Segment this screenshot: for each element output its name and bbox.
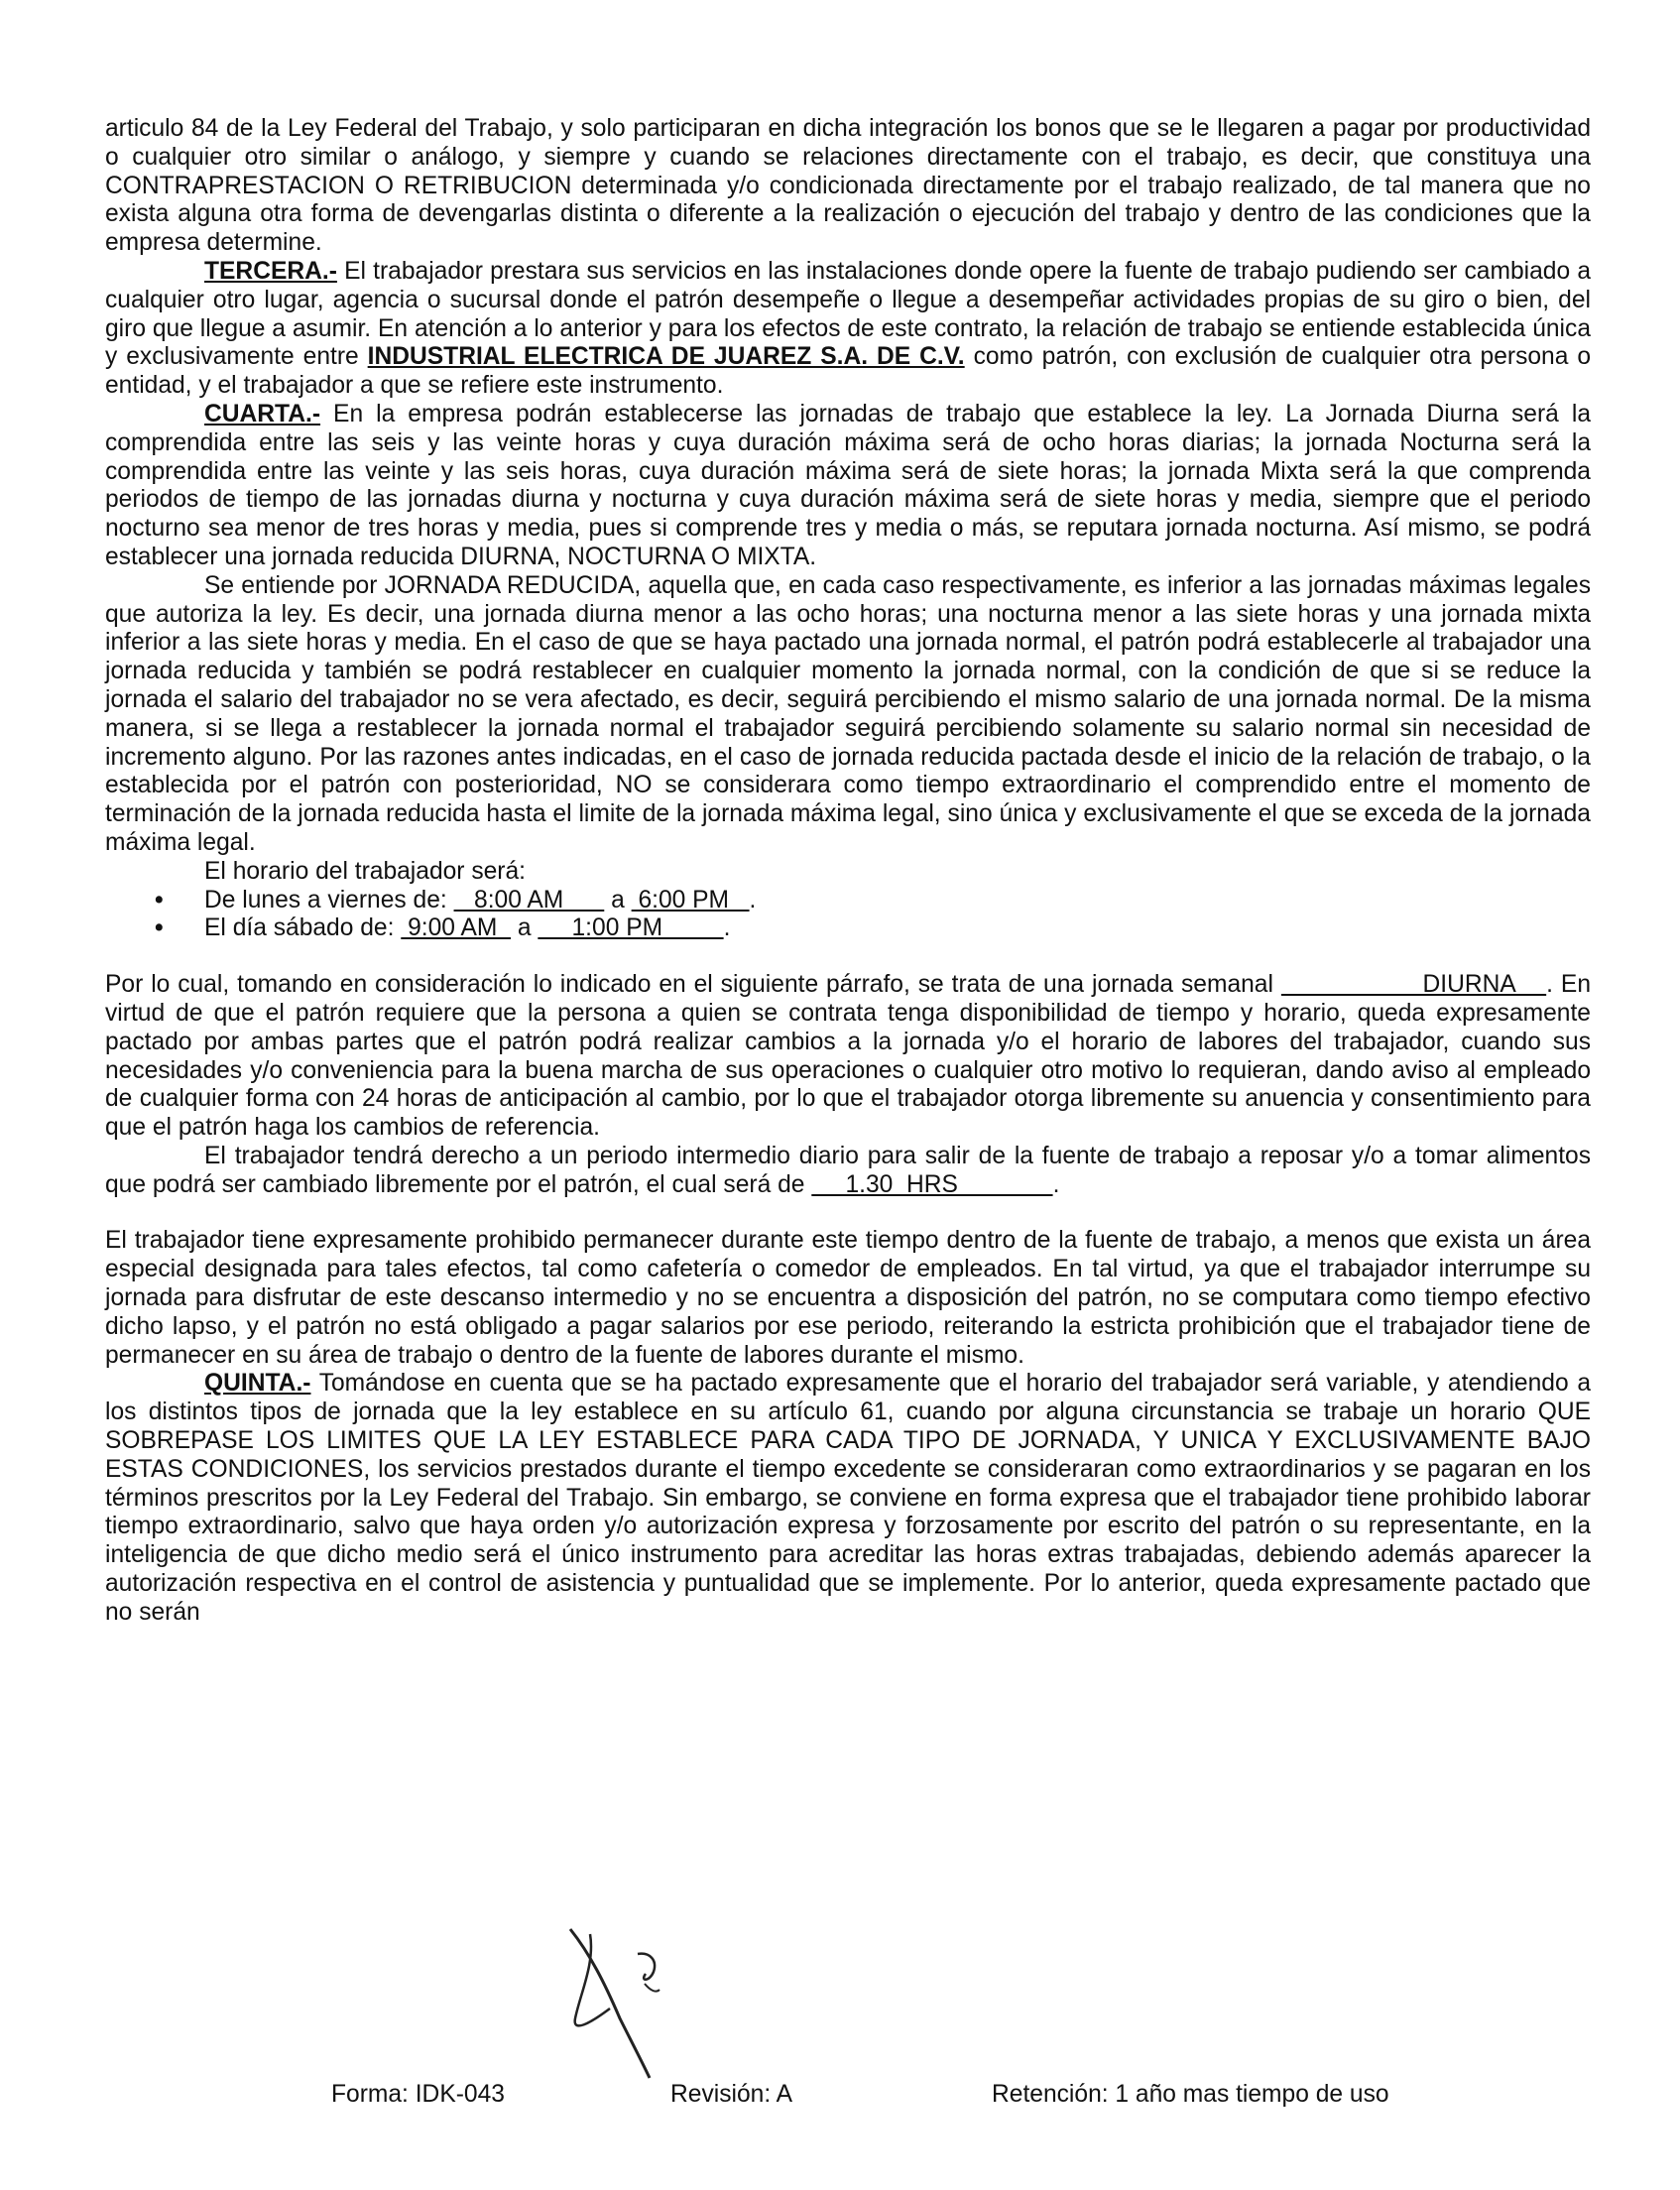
shift-type-value: DIURNA xyxy=(1280,971,1547,999)
clause-heading-cuarta: CUARTA.- xyxy=(204,400,321,427)
schedule-end: . xyxy=(723,914,731,942)
schedule-item-saturday xyxy=(105,914,1591,943)
schedule-list xyxy=(105,887,1591,944)
schedule-end-time: 6:00 PM xyxy=(631,886,750,913)
contract-page xyxy=(105,115,1591,1628)
employer-name: INDUSTRIAL ELECTRICA DE JUAREZ S.A. DE C.V. xyxy=(367,343,965,371)
schedule-separator: a xyxy=(604,886,632,913)
clause-heading-tercera: TERCERA.- xyxy=(204,257,337,285)
clause-text: como patrón, con exclusión de cualquier otra persona o entidad, y el trabajador a que se refiere este instrumento. xyxy=(105,343,1592,400)
revision-label: Revisión: A xyxy=(670,2081,793,2108)
clause-tercera xyxy=(105,258,1591,401)
form-code: Forma: IDK-043 xyxy=(331,2081,505,2108)
schedule-end-time: 1:00 PM xyxy=(538,914,724,942)
schedule-separator: a xyxy=(511,914,539,942)
clause-text: . xyxy=(1052,1170,1060,1198)
schedule-start-time: 9:00 AM xyxy=(401,914,511,942)
break-duration-value: 1.30 HRS xyxy=(811,1170,1053,1198)
paragraph-jornada-reducida: Se entiende por JORNADA REDUCIDA, aquella que, en cada caso respectivamente, es inferior a las jornadas máximas legales que autoriza la ley. Es decir, una jornada diurna menor a las ocho horas; una nocturna menor a las siete horas y una jornada mixta inferior a las siete horas y media. En el caso de que se haya pactado una jornada normal, el patrón podrá establecerle al trabajador una jornada reducida y también se podrá restablecer en cualquier momento la jornada normal, con la condición de que si se reduce la jornada el salario del trabajador no se vera afectado, es decir, seguirá percibiendo el mismo salario de una jornada normal. De la misma manera, si se llega a restablecer la jornada normal el trabajador seguirá percibiendo solamente su salario normal sin necesidad de incremento alguno. Por las razones antes indicadas, en el caso de jornada reducida pactada desde el inicio de la relación de trabajo, o la establecida por el patrón con posterioridad, NO se considerara como tiempo extraordinario el comprendido entre el momento de terminación de la jornada reducida hasta el limite de la jornada máxima legal, sino única y exclusivamente el que se exceda de la jornada máxima legal. xyxy=(105,571,1591,856)
clause-text: El trabajador tendrá derecho a un periodo intermedio diario para salir de la fuente de trabajo a reposar y/o a tomar alimentos que podrá ser cambiado libremente por el patrón, el cual será de xyxy=(105,1142,1591,1198)
schedule-start-time: 8:00 AM xyxy=(453,886,605,913)
clause-text: En la empresa podrán establecerse las jornadas de trabajo que establece la ley. La Jornada Diurna será la comprendida entre las seis y las veinte horas y cuya duración máxima será de ocho horas diarias; la jornada Nocturna será la comprendida entre las veinte y las seis horas, cuya duración máxima será de siete horas; la jornada Mixta será la que comprenda periodos de tiempo de las jornadas diurna y nocturna y cuya duración máxima será de siete horas y media, siempre que el periodo nocturno sea menor de tres horas y media, pues si comprende tres y media o más, se reputara jornada nocturna. Así mismo, se podrá establecer una jornada reducida DIURNA, NOCTURNA O MIXTA. xyxy=(105,400,1591,570)
clause-cuarta xyxy=(105,401,1591,572)
paragraph-jornada-semanal xyxy=(105,971,1591,1143)
schedule-end: . xyxy=(749,886,757,913)
clause-text: Por lo cual, tomando en consideración lo indicado en el siguiente párrafo, se trata de una jornada semanal xyxy=(105,971,1281,999)
signature-icon xyxy=(550,1924,699,2083)
clause-text: Tomándose en cuenta que se ha pactado expresamente que el horario del trabajador será variable, y atendiendo a los distintos tipos de jornada que la ley establece en su artículo 61, cuando por alguna circunstancia se trabaje un horario QUE SOBREPASE LOS LIMITES QUE LA LEY ESTABLECE PARA CADA TIPO DE JORNADA, Y UNICA Y EXCLUSIVAMENTE BAJO ESTAS CONDICIONES, los servicios prestados durante el tiempo excedente se consideraran como extraordinarios y se pagaran en los términos prescritos por la Ley Federal del Trabajo. Sin embargo, se conviene en forma expresa que el trabajador tiene prohibido laborar tiempo extraordinario, salvo que haya orden y/o autorización expresa y forzosamente por escrito del patrón o su representante, en la inteligencia de que dicho medio será el único instrumento para acreditar las horas extras trabajadas, debiendo además aparecer la autorización respectiva en el control de asistencia y puntualidad que se implemente. Por lo anterior, queda expresamente pactado que no serán xyxy=(105,1370,1591,1626)
paragraph-articulo-84: articulo 84 de la Ley Federal del Trabajo, y solo participaran en dicha integración los bonos que se le llegaren a pagar por productividad o cualquier otro similar o análogo, y siempre y cuando se relaciones directamente con el trabajo, es decir, que constituya una CONTRAPRESTACION O RETRIBUCION determinada y/o condicionada directamente por el trabajo realizado, de tal manera que no exista alguna otra forma de devengarlas distinta o diferente a la realización o ejecución del trabajo y dentro de las condiciones que la empresa determine. xyxy=(105,115,1591,257)
retention-label: Retención: 1 año mas tiempo de uso xyxy=(992,2081,1389,2108)
schedule-item-weekdays xyxy=(105,887,1591,915)
schedule-label: De lunes a viernes de: xyxy=(204,886,454,913)
clause-text: El trabajador prestara sus servicios en las instalaciones donde opere la fuente de trabajo pudiendo ser cambiado a cualquier otro lugar, agencia o sucursal donde el patrón desempeñe o llegue a desempeñar actividades propias de su giro o bien, del giro que llegue a asumir. En atención a lo anterior y para los efectos de este contrato, la relación de trabajo se entiende establecida única y exclusivamente entre xyxy=(105,257,1591,371)
schedule-intro: El horario del trabajador será: xyxy=(204,857,526,885)
schedule-label: El día sábado de: xyxy=(204,914,402,942)
clause-text: . En virtud de que el patrón requiere que la persona a quien se contrata tenga disponibilidad de tiempo y horario, queda expresamente pactado por ambas partes que el patrón podrá realizar cambios a la jornada y/o el horario de labores del trabajador, cuando sus necesidades y/o conveniencia para la buena marcha de sus operaciones o cualquier otro motivo lo requieran, dando aviso al empleado de cualquier forma con 24 horas de anticipación al cambio, por lo que el trabajador otorga libremente su anuencia y consentimiento para que el patrón haga los cambios de referencia. xyxy=(105,971,1591,1142)
clause-quinta xyxy=(105,1370,1591,1627)
bullet-icon: • xyxy=(155,914,164,942)
clause-heading-quinta: QUINTA.- xyxy=(204,1370,311,1398)
paragraph-descanso xyxy=(105,1143,1591,1200)
bullet-icon: • xyxy=(155,886,164,913)
paragraph-prohibicion: El trabajador tiene expresamente prohibido permanecer durante este tiempo dentro de la fuente de trabajo, a menos que exista un área especial designada para tales efectos, tal como cafetería o comedor de empleados. En tal virtud, ya que el trabajador interrumpe su jornada para disfrutar de este descanso intermedio y no se encuentra a disposición del patrón, no se computara como tiempo efectivo dicho lapso, y el patrón no está obligado a pagar salarios por ese periodo, reiterando la estricta prohibición que el trabajador tiene de permanecer en su área de trabajo o dentro de la fuente de labores durante el mismo. xyxy=(105,1227,1591,1369)
